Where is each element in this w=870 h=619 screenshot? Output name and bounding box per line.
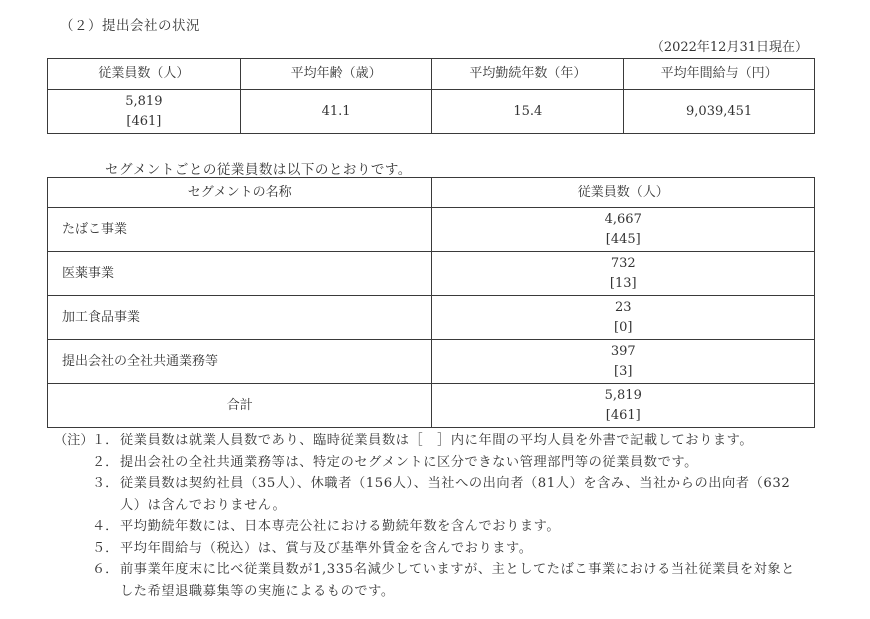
table-row — [48, 340, 815, 384]
header-avg-age: 平均年齢（歳） — [240, 59, 432, 90]
note-number: １． — [92, 433, 119, 448]
avg-tenure-value: 15.4 — [432, 90, 624, 134]
notes-prefix: （注） — [54, 433, 94, 448]
notes-section — [54, 430, 824, 602]
note-text: 平均勤続年数には、日本専売公社における勤続年数を含んでおります。 — [120, 519, 561, 534]
header-avg-tenure: 平均勤続年数（年） — [432, 59, 624, 90]
segment-name: 提出会社の全社共通業務等 — [48, 340, 432, 384]
note-item — [54, 516, 824, 538]
note-item — [54, 559, 824, 581]
table-row — [48, 90, 815, 134]
segment-name: たばこ事業 — [48, 208, 432, 252]
note-text: 従業員数は契約社員（35人）、休職者（156人）、当社への出向者（81人）を含み、当社からの出向者（632 — [120, 476, 791, 491]
note-item — [54, 430, 824, 452]
header-segment-employees: 従業員数（人） — [432, 178, 815, 208]
segment-temp-count: [0] — [614, 319, 633, 335]
avg-salary-value: 9,039,451 — [624, 90, 815, 134]
total-count-cell — [432, 384, 815, 428]
employees-cell — [48, 90, 241, 134]
segment-count: 23 — [614, 299, 632, 315]
total-row — [48, 384, 815, 428]
avg-age-value: 41.1 — [240, 90, 432, 134]
segment-count-cell — [432, 340, 815, 384]
segment-temp-count: [13] — [609, 275, 637, 291]
note-item — [54, 452, 824, 474]
employees-value: 5,819 — [125, 93, 163, 109]
header-avg-salary: 平均年間給与（円） — [624, 59, 815, 90]
segment-count-cell — [432, 252, 815, 296]
table-row — [48, 296, 815, 340]
table-row — [48, 208, 815, 252]
table-header-row — [48, 59, 815, 90]
segment-name: 医薬事業 — [48, 252, 432, 296]
segment-employee-table — [47, 177, 815, 428]
total-label: 合計 — [48, 384, 432, 428]
table-header-row — [48, 178, 815, 208]
note-number: ２． — [92, 454, 119, 470]
employees-temp-value: [461] — [126, 113, 162, 129]
header-employees: 従業員数（人） — [48, 59, 241, 90]
note-continuation: した希望退職募集等の実施によるものです。 — [120, 583, 395, 599]
note-number: ５． — [92, 540, 119, 556]
note-text: 提出会社の全社共通業務等は、特定のセグメントに区分できない管理部門等の従業員数です。 — [120, 454, 698, 470]
segment-temp-count: [3] — [614, 363, 633, 379]
note-item — [54, 538, 824, 560]
as-of-date: （2022年12月31日現在） — [650, 40, 808, 55]
note-number: ４． — [92, 519, 119, 534]
segment-name: 加工食品事業 — [48, 296, 432, 340]
segment-temp-count: [445] — [605, 231, 641, 247]
segment-count: 4,667 — [604, 211, 642, 227]
total-temp-count: [461] — [605, 407, 641, 423]
note-item — [54, 473, 824, 495]
note-number: ６． — [92, 562, 119, 577]
note-text: 前事業年度末に比べ従業員数が1,335名減少していますが、主としてたばこ事業における当社従業員を対象と — [120, 562, 795, 577]
segment-intro-text: セグメントごとの従業員数は以下のとおりです。 — [105, 162, 412, 178]
table-row — [48, 252, 815, 296]
note-text: 平均年間給与（税込）は、賞与及び基準外賃金を含んでおります。 — [120, 540, 533, 556]
segment-count: 732 — [610, 255, 636, 271]
segment-count: 397 — [610, 343, 636, 359]
segment-count-cell — [432, 208, 815, 252]
total-count: 5,819 — [604, 387, 642, 403]
section-title: （２）提出会社の状況 — [60, 18, 200, 34]
note-continuation: 人）は含んでおりません。 — [120, 497, 287, 513]
note-number: ３． — [92, 476, 119, 491]
employee-summary-table — [47, 58, 815, 134]
header-segment-name: セグメントの名称 — [48, 178, 432, 208]
note-text: 従業員数は就業人員数であり、臨時従業員数は［ ］内に年間の平均人員を外書で記載しております。 — [120, 433, 754, 448]
segment-count-cell — [432, 296, 815, 340]
